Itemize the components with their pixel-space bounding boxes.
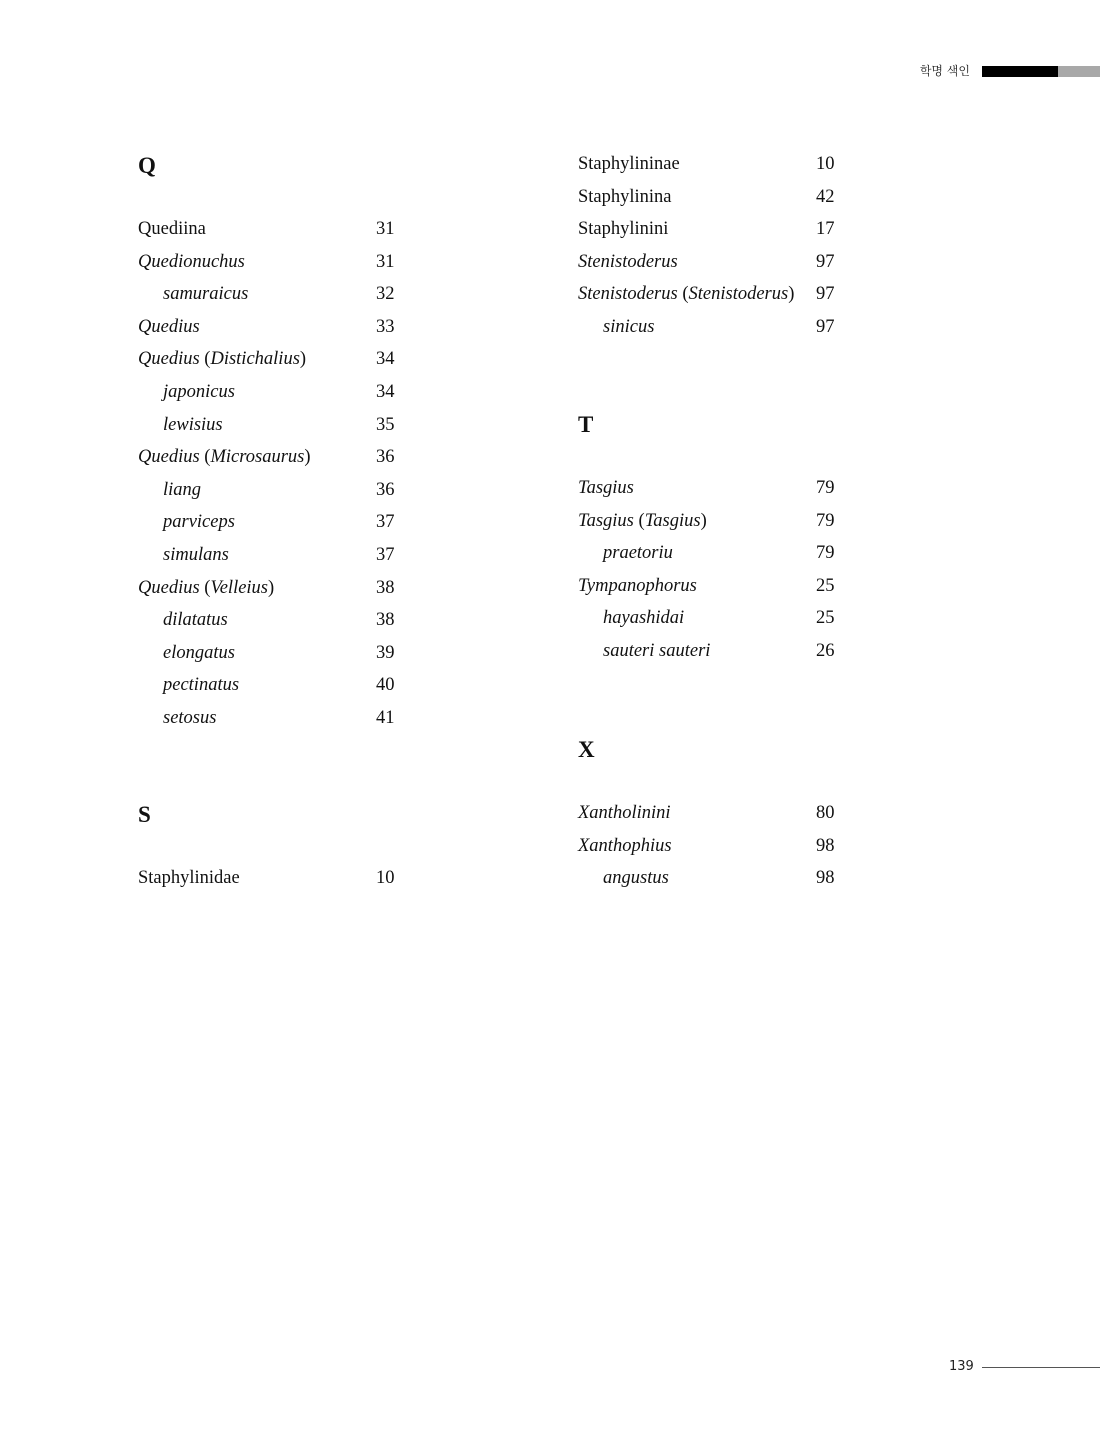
entry-name xyxy=(163,675,239,695)
taxon-name-italic: Quedius xyxy=(138,577,200,598)
taxon-name-italic: Stenistoderus xyxy=(578,284,678,305)
entry-name xyxy=(138,219,206,239)
entry-name xyxy=(163,643,235,663)
header-bar xyxy=(982,66,1100,77)
entry-name xyxy=(163,382,235,402)
taxon-name-text: Staphylinina xyxy=(578,186,672,207)
section-letter: X xyxy=(578,737,595,762)
entry-page-number: 33 xyxy=(376,316,395,337)
entry-name xyxy=(578,576,697,596)
entry-page-number: 41 xyxy=(376,707,395,728)
taxon-name-italic: dilatatus xyxy=(163,610,228,631)
entry-name xyxy=(603,543,673,563)
taxon-name-italic: Microsaurus xyxy=(210,447,305,468)
footer-rule xyxy=(982,1367,1100,1368)
taxon-name-italic: samuraicus xyxy=(163,284,249,305)
taxon-name-italic: Stenistoderus xyxy=(688,284,789,305)
entry-page-number: 97 xyxy=(816,284,835,305)
section-letter: S xyxy=(138,802,151,827)
entry-name xyxy=(163,415,223,435)
entry-page-number: 26 xyxy=(816,640,835,661)
entry-name xyxy=(578,219,668,239)
taxon-name-italic: Velleius xyxy=(210,577,269,598)
entry-page-number: 25 xyxy=(816,575,835,596)
taxon-name-italic: elongatus xyxy=(163,642,235,663)
entry-name xyxy=(578,252,678,272)
running-header-label: 학명 색인 xyxy=(919,64,970,78)
entry-page-number: 79 xyxy=(816,478,835,498)
entry-page-number: 38 xyxy=(376,577,395,598)
entry-name xyxy=(578,284,794,304)
entry-page-number: 79 xyxy=(816,543,835,564)
entry-page-number: 79 xyxy=(816,510,835,531)
taxon-name-text: Staphylininae xyxy=(578,154,680,174)
entry-name xyxy=(578,836,672,856)
taxon-name-italic: simulans xyxy=(163,544,229,565)
taxon-name-text: ) xyxy=(700,510,707,531)
taxon-name-italic: lewisius xyxy=(163,414,223,435)
entry-name xyxy=(163,610,228,630)
entry-page-number: 97 xyxy=(816,316,835,337)
taxon-name-italic: Tasgius xyxy=(578,510,634,531)
entry-name xyxy=(603,868,669,888)
taxon-name-italic: pectinatus xyxy=(163,675,240,696)
entry-page-number: 32 xyxy=(376,284,395,305)
taxon-name-text: ) xyxy=(268,577,275,598)
taxon-name-italic: Xantholinini xyxy=(578,803,671,823)
taxon-name-text: ( xyxy=(199,577,211,598)
entry-name xyxy=(603,608,684,628)
entry-page-number: 39 xyxy=(376,642,395,663)
taxon-name-italic: Quedius xyxy=(138,447,200,468)
taxon-name-text: ( xyxy=(633,510,645,531)
taxon-name-italic: liang xyxy=(163,479,202,500)
taxon-name-italic: setosus xyxy=(163,707,217,728)
entry-page-number: 38 xyxy=(376,610,395,631)
entry-page-number: 31 xyxy=(376,219,395,239)
entry-name xyxy=(578,154,680,174)
taxon-name-italic: sauteri sauteri xyxy=(603,640,711,661)
entry-name xyxy=(163,512,235,532)
taxon-name-italic: Tasgius xyxy=(578,478,634,498)
entry-page-number: 10 xyxy=(376,868,395,888)
section-letter: T xyxy=(578,412,594,437)
taxon-name-italic: Tasgius xyxy=(644,510,701,531)
taxon-name-italic: praetoriu xyxy=(603,543,673,564)
entry-page-number: 10 xyxy=(816,154,835,174)
entry-name xyxy=(138,349,306,369)
taxon-name-text: ( xyxy=(677,284,689,305)
entry-name xyxy=(138,578,274,598)
taxon-name-text: Staphylinini xyxy=(578,219,669,240)
header-bar-gray xyxy=(1058,66,1100,77)
taxon-name-italic: Quedius xyxy=(138,349,200,370)
taxon-name-text: ) xyxy=(788,284,795,305)
entry-name xyxy=(163,545,229,565)
taxon-name-italic: Distichalius xyxy=(210,349,300,370)
entry-page-number: 25 xyxy=(816,608,835,629)
taxon-name-text: Staphylinidae xyxy=(138,868,240,888)
entry-name xyxy=(138,447,311,467)
page-number: 139 xyxy=(949,1359,974,1374)
taxon-name-italic: angustus xyxy=(603,868,669,889)
entry-name xyxy=(138,317,200,337)
entry-page-number: 36 xyxy=(376,479,395,500)
entry-page-number: 98 xyxy=(816,868,835,889)
entry-name xyxy=(163,480,201,500)
entry-page-number: 17 xyxy=(816,219,835,240)
entry-name xyxy=(578,803,671,823)
taxon-name-text: ) xyxy=(304,447,311,468)
entry-name xyxy=(163,284,248,304)
entry-page-number: 40 xyxy=(376,675,395,696)
taxon-name-italic: Xanthophius xyxy=(578,835,672,856)
taxon-name-italic: Tympanophorus xyxy=(578,575,697,596)
entry-name xyxy=(603,641,710,661)
entry-page-number: 97 xyxy=(816,251,835,272)
entry-name xyxy=(138,868,240,888)
taxon-name-italic: Stenistoderus xyxy=(578,251,678,272)
taxon-name-text: ) xyxy=(299,349,307,370)
entry-name xyxy=(578,187,672,207)
taxon-name-italic: sinicus xyxy=(603,316,655,337)
taxon-name-text: ( xyxy=(199,447,211,468)
entry-name xyxy=(603,317,654,337)
header-bar-dark xyxy=(982,66,1058,77)
taxon-name-italic: parviceps xyxy=(163,512,235,533)
entry-name xyxy=(578,478,634,498)
entry-page-number: 34 xyxy=(376,349,395,370)
entry-name xyxy=(163,708,216,728)
section-letter: Q xyxy=(138,153,156,178)
taxon-name-italic: Quedius xyxy=(138,316,200,337)
entry-page-number: 37 xyxy=(376,512,395,533)
entry-page-number: 80 xyxy=(816,803,835,823)
entry-name xyxy=(578,511,707,531)
taxon-name-italic: Quedionuchus xyxy=(138,251,245,272)
entry-page-number: 42 xyxy=(816,186,835,207)
entry-name xyxy=(138,252,245,272)
taxon-name-text: Quediina xyxy=(138,219,206,239)
entry-page-number: 37 xyxy=(376,544,395,565)
taxon-name-text: ( xyxy=(199,349,211,370)
entry-page-number: 36 xyxy=(376,447,395,468)
entry-page-number: 35 xyxy=(376,414,395,435)
entry-page-number: 34 xyxy=(376,381,395,402)
taxon-name-italic: japonicus xyxy=(163,381,235,402)
entry-page-number: 98 xyxy=(816,835,835,856)
taxon-name-italic: hayashidai xyxy=(603,608,685,629)
entry-page-number: 31 xyxy=(376,251,395,272)
